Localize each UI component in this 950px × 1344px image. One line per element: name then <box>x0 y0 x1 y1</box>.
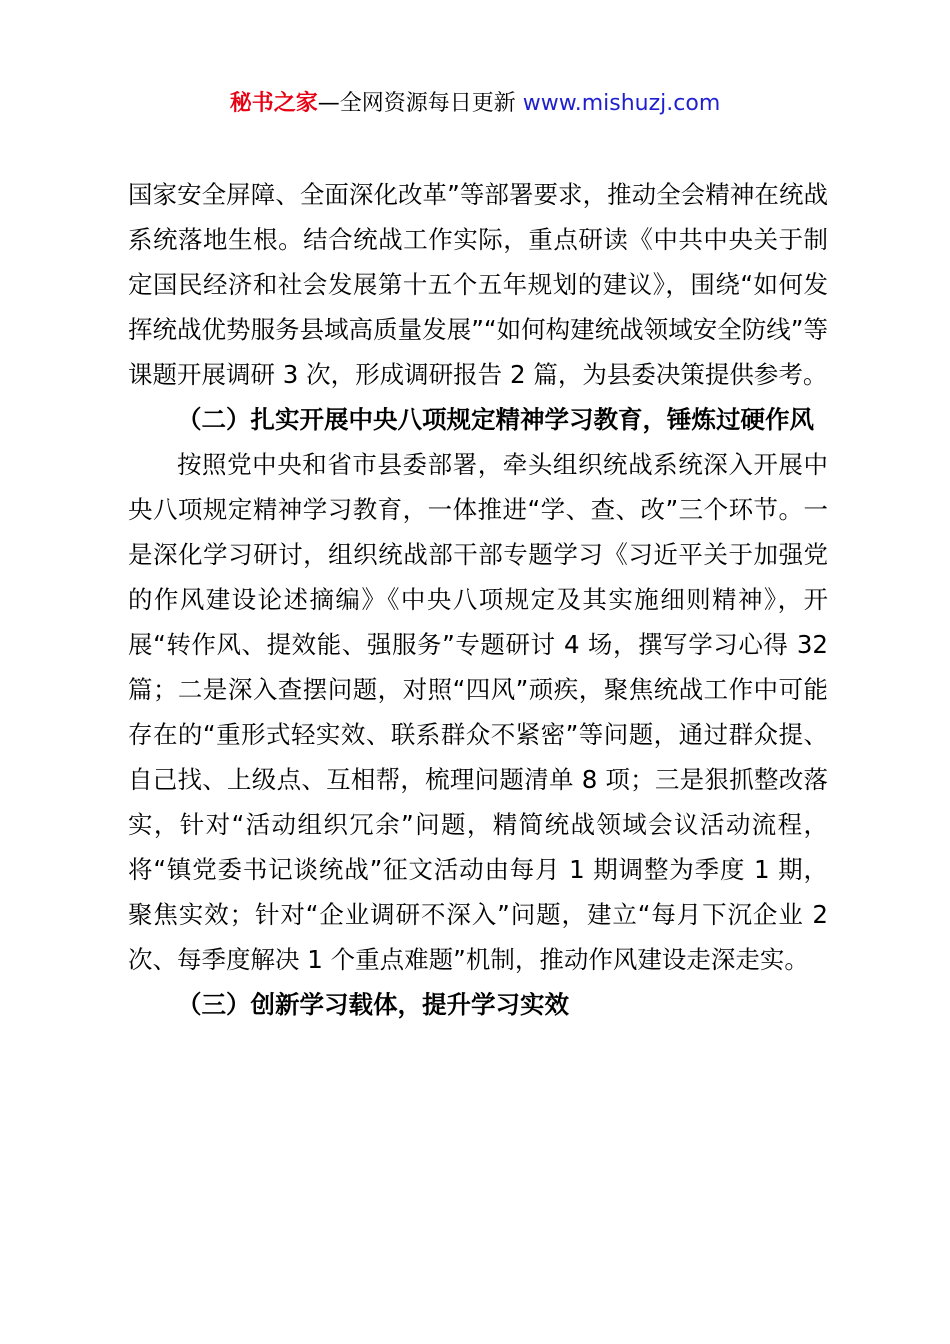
section-heading-3: （三）创新学习载体，提升学习实效 <box>177 990 569 1019</box>
header-tagline: —全网资源每日更新 <box>317 91 523 116</box>
header-url[interactable]: www.mishuzj.com <box>522 91 721 116</box>
page-header <box>0 88 950 120</box>
document-body <box>128 172 828 1027</box>
header-brand: 秘书之家 <box>229 91 318 116</box>
section-heading-2: （二）扎实开展中央八项规定精神学习教育，锤炼过硬作风 <box>177 405 814 434</box>
paragraph-section-2: 按照党中央和省市县委部署，牵头组织统战系统深入开展中央八项规定精神学习教育，一体推进“学、查、改”三个环节。一是深化学习研讨，组织统战部干部专题学习《习近平关于加强党的作风建设论述摘编》《中央八项规定及其实施细则精神》，开展“转作风、提效能、强服务”专题研讨 4 场，撰写学习心得 32 篇；二是深入查摆问题，对照“四风”顽疾，聚焦统战工作中可能存在的“重形式轻实效、联系群众不紧密”等问题，通过群众提、自己找、上级点、互相帮，梳理问题清单 8 项；三是狠抓整改落实，针对“活动组织冗余”问题，精简统战领域会议活动流程，将“镇党委书记谈统战”征文活动由每月 1 期调整为季度 1 期，聚焦实效；针对“企业调研不深入”问题，建立“每月下沉企业 2 次、每季度解决 1 个重点难题”机制，推动作风建设走深走实。 <box>128 450 828 974</box>
paragraph-continued: 国家安全屏障、全面深化改革”等部署要求，推动全会精神在统战系统落地生根。结合统战工作实际，重点研读《中共中央关于制定国民经济和社会发展第十五个五年规划的建议》，围绕“如何发挥统战优势服务县域高质量发展”“如何构建统战领域安全防线”等课题开展调研 3 次，形成调研报告 2 篇，为县委决策提供参考。 <box>128 180 828 389</box>
